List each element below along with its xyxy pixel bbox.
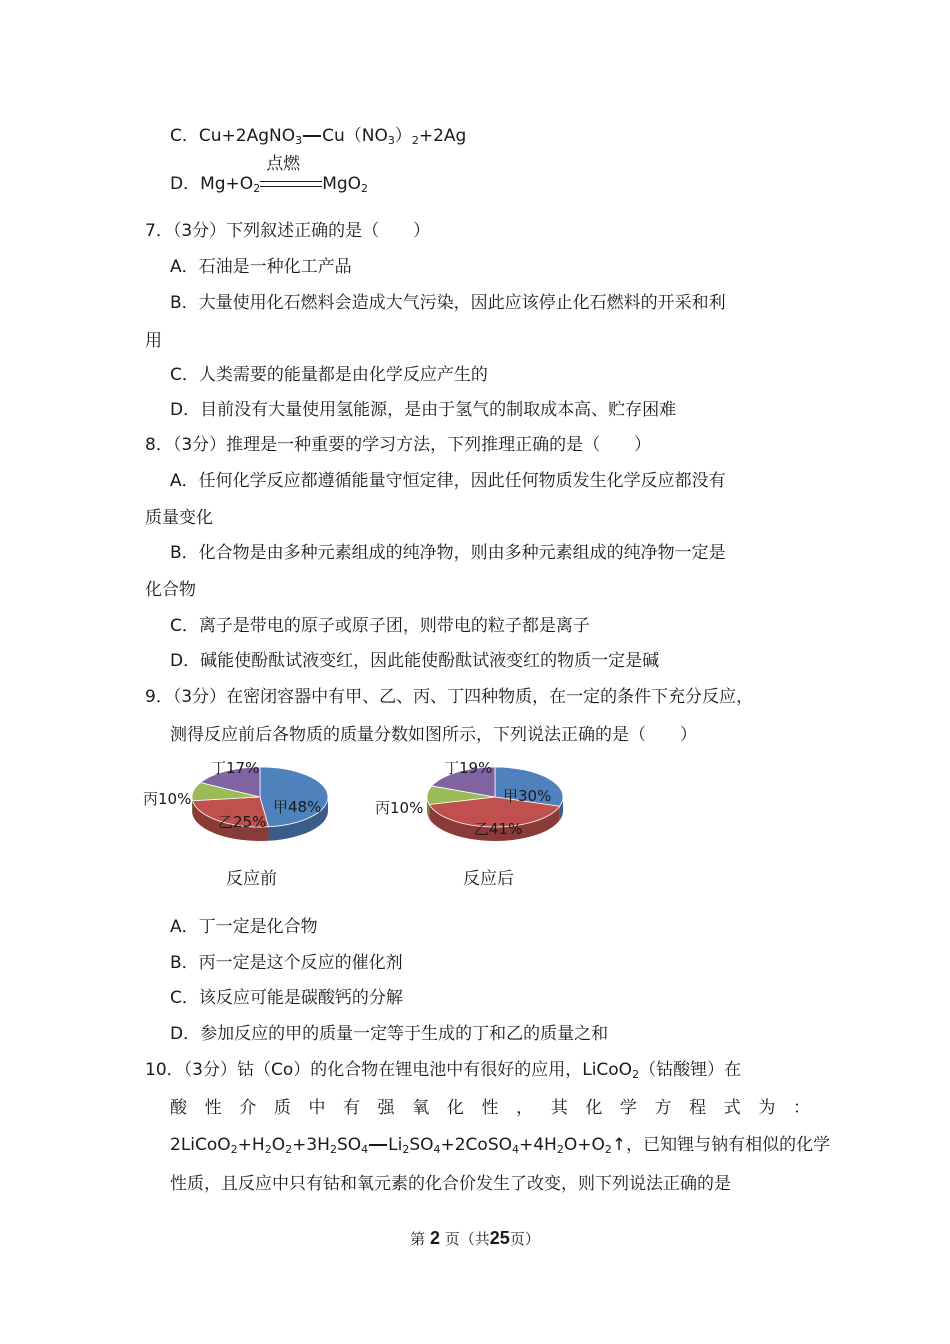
pie1-label-ding: 丁17%	[211, 759, 260, 777]
q10-stem-line2	[170, 1097, 810, 1119]
pie2-label-yi: 乙41%	[474, 820, 523, 838]
q10-line2-char: 介	[239, 1098, 257, 1118]
q9-option-a: A．丁一定是化合物	[170, 917, 318, 937]
page-total: 25	[489, 1228, 510, 1248]
pie1-label-bing: 丙10%	[143, 790, 192, 808]
q10-line2-char: 式	[723, 1098, 741, 1118]
q7-option-a: A．石油是一种化工产品	[170, 257, 352, 277]
q6-option-c: C．Cu+2AgNO$_3$ $Cu(NO_3)_2+2Ag$	[170, 126, 467, 147]
pie1-label-yi: 乙25%	[218, 813, 267, 831]
q8-option-b-cont: 化合物	[145, 580, 196, 600]
q10-line2-char: 中	[308, 1098, 326, 1118]
page-footer: 第 2 页（共25页）	[410, 1228, 540, 1248]
q10-line2-char: ：	[792, 1098, 810, 1118]
q10-line2-char: 化	[585, 1098, 603, 1118]
q10-line2-char: 氧	[412, 1098, 430, 1118]
q9-stem: 9．（3分）在密闭容器中有甲、乙、丙、丁四种物质，在一定的条件下充分反应，	[145, 687, 754, 707]
page-number: 2	[429, 1228, 440, 1248]
q10-line2-char: 酸	[170, 1098, 187, 1118]
q10-line2-char: 为	[758, 1098, 776, 1118]
q10-line2-char: 方	[654, 1098, 672, 1118]
q10-line2-char: 有	[343, 1098, 361, 1118]
q8-option-d: D．碱能使酚酞试液变红，因此能使酚酞试液变红的物质一定是碱	[170, 651, 660, 671]
pie2-label-ding: 丁19%	[444, 759, 493, 777]
pie1-caption: 反应前	[226, 869, 277, 889]
q10-stem-line4: 性质，且反应中只有钴和氧元素的化合价发生了改变，则下列说法正确的是	[170, 1174, 731, 1194]
q10-line2-char: 强	[377, 1098, 395, 1118]
q10-line2-char: 性	[481, 1098, 499, 1118]
q7-option-d: D．目前没有大量使用氢能源，是由于氢气的制取成本高、贮存困难	[170, 400, 677, 420]
reaction-condition: 点燃	[260, 173, 322, 195]
equals-bar	[369, 1144, 387, 1146]
q8-stem: 8．（3分）推理是一种重要的学习方法，下列推理正确的是（ ）	[145, 435, 652, 455]
pie2-caption: 反应后	[463, 869, 514, 889]
q9-option-c: C．该反应可能是碳酸钙的分解	[170, 988, 403, 1008]
q8-option-c: C．离子是带电的原子或原子团，则带电的粒子都是离子	[170, 616, 590, 636]
q7-option-b: B．大量使用化石燃料会造成大气污染，因此应该停止化石燃料的开采和利	[170, 293, 726, 313]
q7-option-b-cont: 用	[145, 331, 162, 351]
q10-line2-char: ，	[516, 1098, 534, 1118]
q10-line2-char: 性	[204, 1098, 222, 1118]
pie1-label-jia: 甲48%	[273, 798, 322, 816]
q7-stem: 7．（3分）下列叙述正确的是（ ）	[145, 221, 431, 241]
q10-line2-char: 学	[619, 1098, 637, 1118]
q10-line2-char: 质	[273, 1098, 291, 1118]
q7-option-c: C．人类需要的能量都是由化学反应产生的	[170, 365, 488, 385]
q9-option-d: D．参加反应的甲的质量一定等于生成的丁和乙的质量之和	[170, 1024, 609, 1044]
pie2-label-bing: 丙10%	[375, 799, 424, 817]
q8-option-a: A．任何化学反应都遵循能量守恒定律，因此任何物质发生化学反应都没有	[170, 471, 726, 491]
q10-equation: $2LiCoO_2+H_2O_2+3H_2SO_4$ $Li_2SO_4+2CoSO_4+4H_2O+O_2↑$，已知锂与钠有相似的化学	[170, 1135, 831, 1156]
q10-stem: 10．（3分）钴（Co）的化合物在锂电池中有很好的应用，LiCoO$_2$（钴酸锂）在	[145, 1060, 742, 1081]
equals-bar	[303, 135, 321, 137]
q9-option-b: B．丙一定是这个反应的催化剂	[170, 953, 403, 973]
q10-line2-char: 程	[689, 1098, 707, 1118]
q9-stem-cont: 测得反应前后各物质的质量分数如图所示，下列说法正确的是（ ）	[170, 725, 697, 745]
q10-line2-char: 其	[550, 1098, 568, 1118]
q10-line2-char: 化	[446, 1098, 464, 1118]
pie2-label-jia: 甲30%	[503, 787, 552, 805]
q8-option-a-cont: 质量变化	[145, 508, 213, 528]
q6-option-d: D．$Mg+O_2$ 点燃 MgO$_2$	[170, 154, 369, 195]
q8-option-b: B．化合物是由多种元素组成的纯净物，则由多种元素组成的纯净物一定是	[170, 543, 726, 563]
